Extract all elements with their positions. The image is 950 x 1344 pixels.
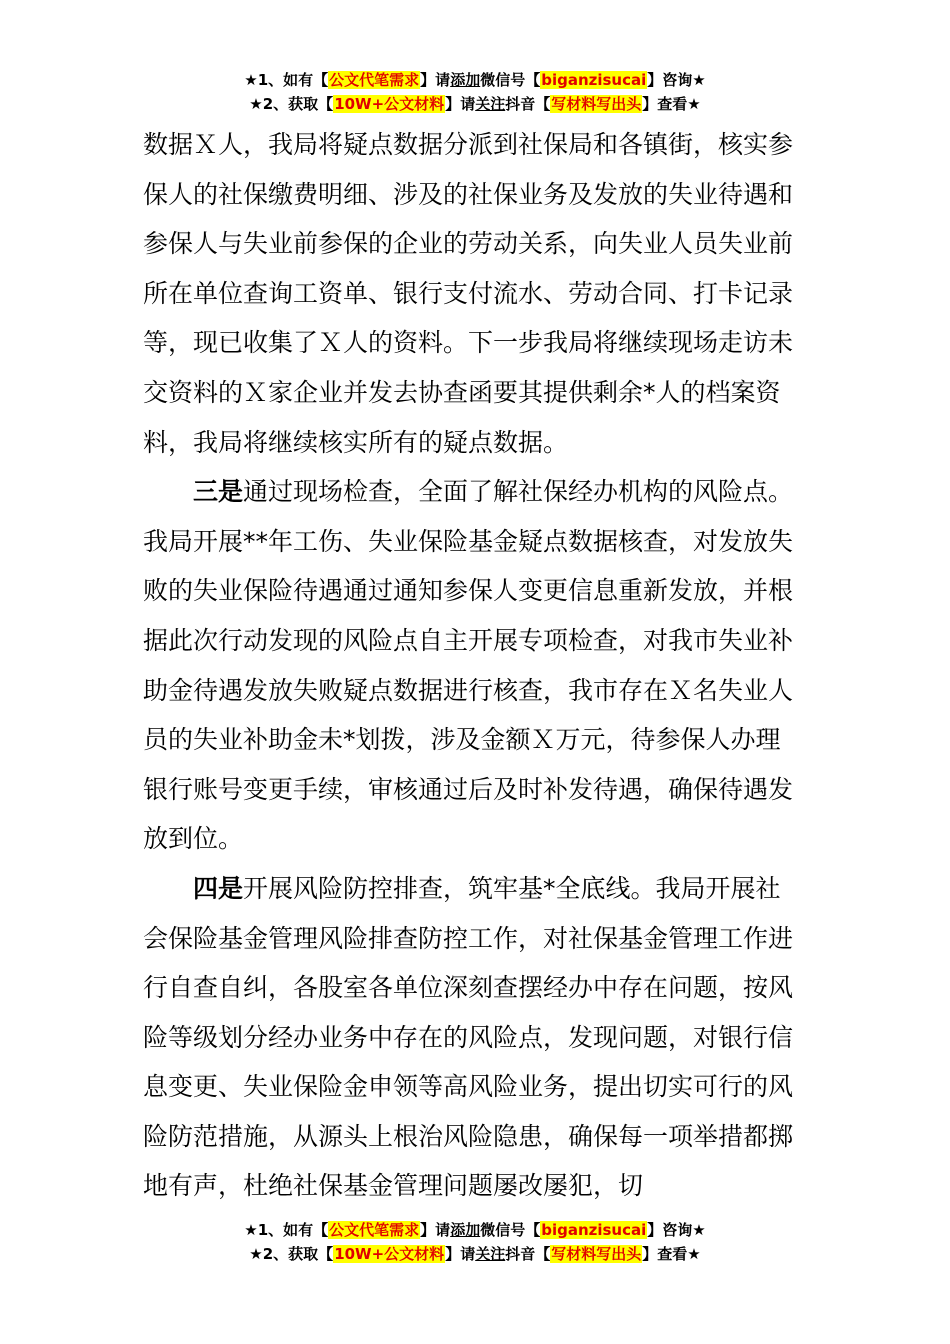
promo-text: 】咨询★: [647, 1221, 706, 1239]
promo-text: 】请: [420, 1221, 451, 1239]
header-promo: [0, 68, 950, 116]
footer-promo-line-1: [0, 1218, 950, 1242]
promo-text: ★2、获取【: [249, 95, 334, 113]
promo-text: 微信号【: [480, 71, 541, 89]
paragraph-3: [143, 864, 803, 1211]
footer-promo-line-2: [0, 1242, 950, 1266]
promo-underline: 关注: [475, 1245, 506, 1263]
promo-highlight: 写材料写出头: [551, 1245, 642, 1263]
promo-highlight: biganzisucai: [541, 71, 647, 89]
promo-highlight: 公文代笔需求: [329, 1221, 420, 1239]
paragraph-1: [143, 120, 803, 467]
promo-text: 】请: [445, 1245, 476, 1263]
promo-highlight: 10W+公文材料: [334, 1245, 445, 1263]
promo-text: 】查看★: [642, 1245, 701, 1263]
paragraph-lead: 四是: [193, 873, 244, 903]
promo-highlight: 10W+公文材料: [334, 95, 445, 113]
footer-promo: [0, 1218, 950, 1266]
promo-underline: 添加: [450, 1221, 481, 1239]
paragraph-text: 通过现场检查，全面了解社保经办机构的风险点。我局开展**年工伤、失业保险基金疑点数据核查，对发放失败的失业保险待遇通过通知参保人变更信息重新发放，并根据此次行动发现的风险点自主开展专项检查，对我市失业补助金待遇发放失败疑点数据进行核查，我市存在Ｘ名失业人员的失业补助金未*划拨，涉及金额Ｘ万元，待参保人办理银行账号变更手续，审核通过后及时补发待遇，确保待遇发放到位。: [143, 477, 794, 854]
paragraph-2: [143, 467, 803, 864]
promo-text: 】查看★: [642, 95, 701, 113]
header-promo-line-1: [0, 68, 950, 92]
promo-highlight: biganzisucai: [541, 1221, 647, 1239]
promo-underline: 关注: [475, 95, 506, 113]
promo-underline: 添加: [450, 71, 481, 89]
promo-highlight: 公文代笔需求: [329, 71, 420, 89]
promo-text: 】请: [445, 95, 476, 113]
promo-text: 】咨询★: [647, 71, 706, 89]
header-promo-line-2: [0, 92, 950, 116]
promo-text: ★1、如有【: [244, 71, 329, 89]
paragraph-text: 数据Ｘ人，我局将疑点数据分派到社保局和各镇街，核实参保人的社保缴费明细、涉及的社保业务及发放的失业待遇和参保人与失业前参保的企业的劳动关系，向失业人员失业前所在单位查询工资单、银行支付流水、劳动合同、打卡记录等，现已收集了Ｘ人的资料。下一步我局将继续现场走访未交资料的Ｘ家企业并发去协查函要其提供剩余*人的档案资料，我局将继续核实所有的疑点数据。: [143, 130, 794, 457]
paragraph-text: 开展风险防控排查，筑牢基*全底线。我局开展社会保险基金管理风险排查防控工作，对社保基金管理工作进行自查自纠，各股室各单位深刻查摆经办中存在问题，按风险等级划分经办业务中存在的风险点，发现问题，对银行信息变更、失业保险金申领等高风险业务，提出切实可行的风险防范措施，从源头上根治风险隐患，确保每一项举措都掷地有声，杜绝社保基金管理问题屡改屡犯，切: [143, 873, 794, 1201]
document-body: [143, 120, 803, 1211]
promo-text: 】请: [420, 71, 451, 89]
promo-highlight: 写材料写出头: [551, 95, 642, 113]
promo-text: 抖音【: [505, 95, 551, 113]
promo-text: ★1、如有【: [244, 1221, 329, 1239]
promo-text: 抖音【: [505, 1245, 551, 1263]
promo-text: 微信号【: [480, 1221, 541, 1239]
promo-text: ★2、获取【: [249, 1245, 334, 1263]
paragraph-lead: 三是: [193, 477, 244, 507]
